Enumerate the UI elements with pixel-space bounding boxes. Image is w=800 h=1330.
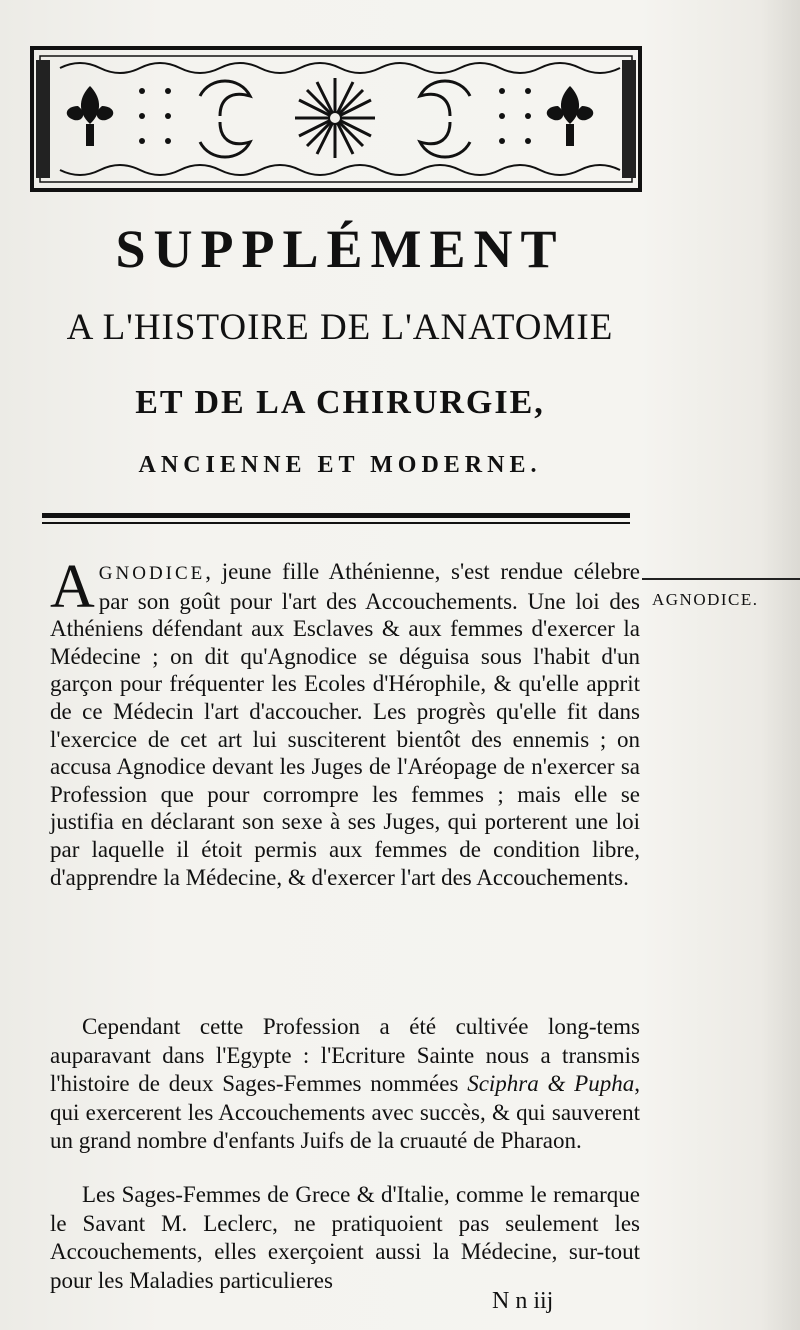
paragraph-2-before: Cependant cette Profession a été cultivée long-tems auparavant dans l'Egypte : l'Ecriture Sainte nous a transmis l'histoire de deux Sages-Femmes nommées	[50, 1014, 640, 1096]
page-edge-shadow	[760, 0, 800, 1330]
decorative-headpiece	[30, 46, 642, 192]
title-line-4: ANCIENNE ET MODERNE.	[138, 452, 542, 478]
paragraph-2	[50, 1013, 640, 1156]
margin-note: AGNODICE.	[652, 590, 759, 609]
subject-name: GNODICE	[98, 563, 206, 584]
paragraph-1	[50, 553, 640, 891]
title-line-2: A L'HISTOIRE DE L'ANATOMIE	[66, 307, 614, 348]
signature-mark: N n iij	[492, 1288, 554, 1314]
title-main: SUPPLÉMENT	[115, 219, 565, 279]
paragraph-1-text: , jeune fille Athénienne, s'est rendue célebre par son goût pour l'art des Accouchements. Une loi des Athéniens défendant aux Esclaves & aux femmes d'exercer la Médecine ; on dit qu'Agnodice se déguisa sous l'habit d'un garçon pour fréquenter les Ecoles d'Hérophile, & qu'elle apprit de ce Médecin l'art d'accoucher. Les progrès qu'elle fit dans l'exercice de cet art lui susciterent bientôt des ennemis ; on accusa Agnodice devant les Juges de l'Aréopage de n'exercer sa Profession que pour corrompre les femmes ; mais elle se justifia en déclarant son sexe à ses Juges, qui porterent une loi par laquelle il étoit permis aux femmes de condition libre, d'apprendre la Médecine, & d'exercer l'art des Accouchements.	[50, 559, 640, 890]
drop-cap: A	[50, 553, 95, 621]
title-rule-thick	[42, 513, 630, 518]
paragraph-2-after: , qui exercerent les Accouchements avec succès, & qui sauverent un grand nombre d'enfants Juifs de la cruauté de Pharaon.	[50, 1071, 640, 1153]
margin-rule	[642, 578, 800, 580]
title-line-3: ET DE LA CHIRURGIE,	[135, 384, 545, 421]
paragraph-2-italic: Sciphra & Pupha	[467, 1071, 635, 1096]
title-rule-thin	[42, 522, 630, 524]
paragraph-3: Les Sages-Femmes de Grece & d'Italie, comme le remarque le Savant M. Leclerc, ne pratiquoient pas seulement les Accouchements, elles exerçoient aussi la Médecine, sur-tout pour les Maladies particulieres	[50, 1182, 640, 1293]
